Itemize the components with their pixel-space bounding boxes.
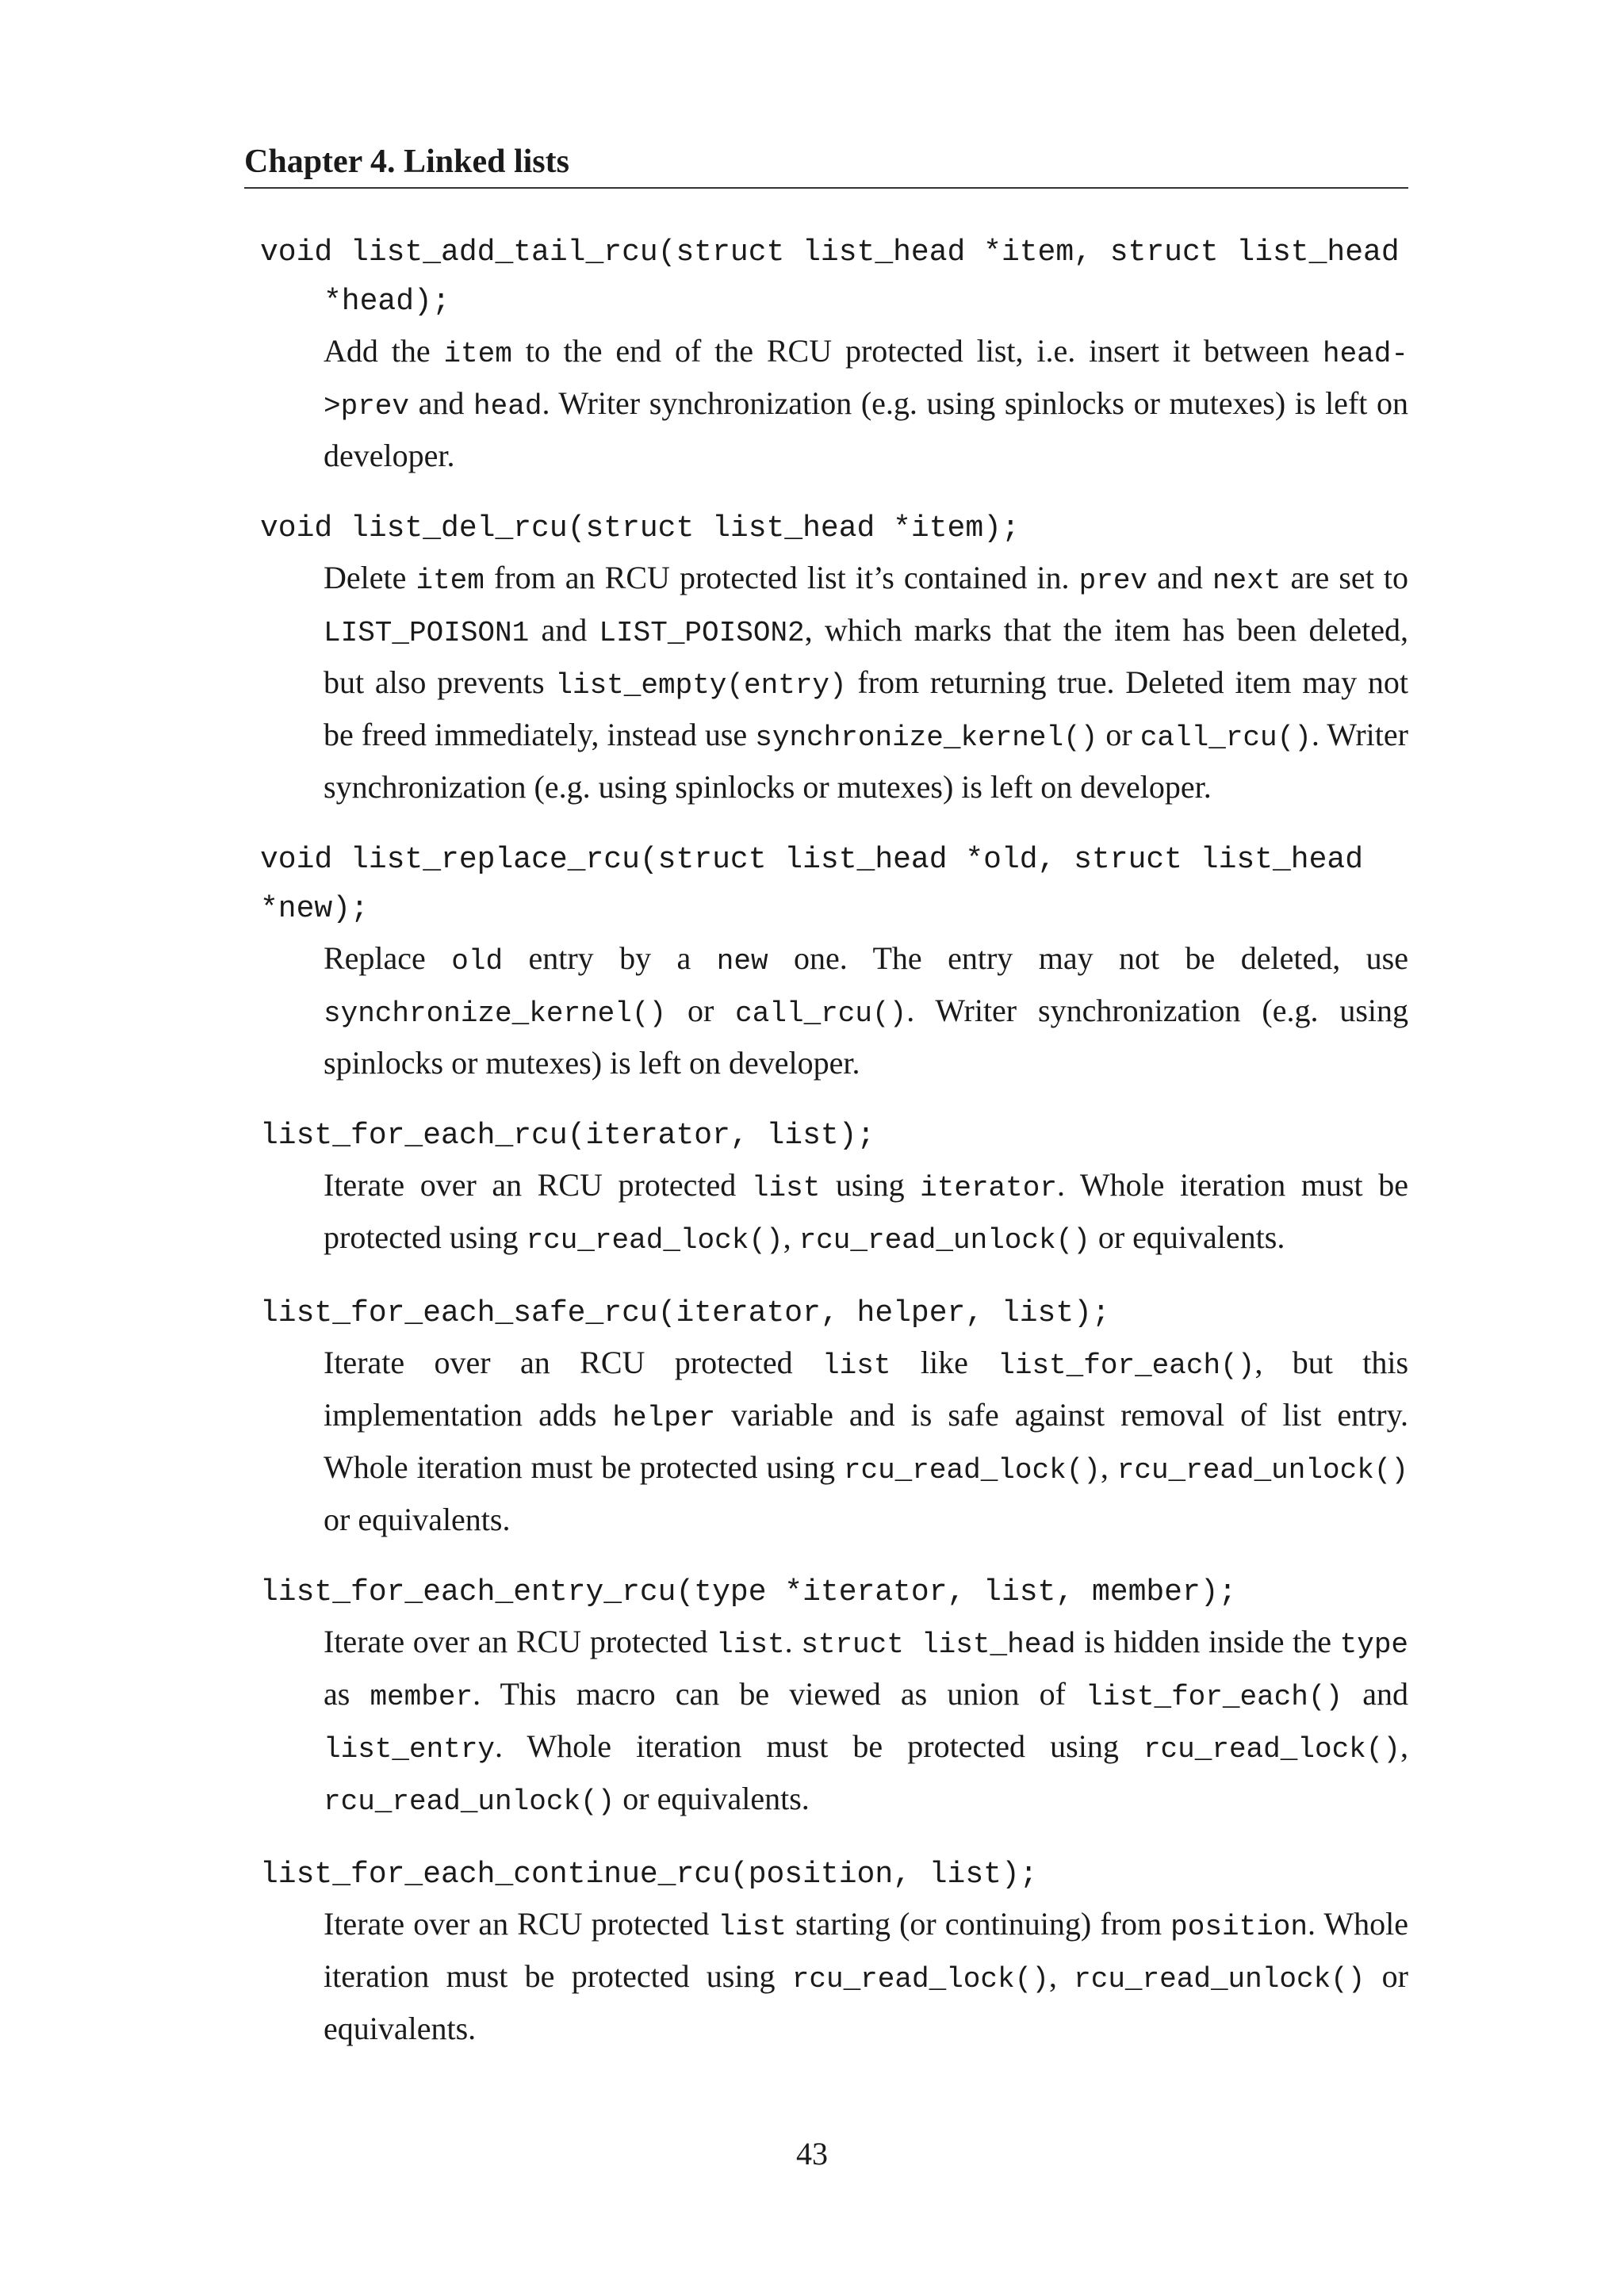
function-signature — [260, 836, 1408, 934]
signature-text: list_for_each_safe_rcu(iterator, helper, list); — [260, 1296, 1110, 1330]
inline-code: LIST_POISON1 — [324, 617, 530, 649]
description-text: , — [1100, 1449, 1117, 1485]
inline-code: item — [416, 564, 485, 597]
function-description — [260, 1900, 1408, 2053]
inline-code: call_rcu() — [1139, 721, 1312, 754]
description-text: . This macro can be viewed as union of — [473, 1676, 1086, 1712]
inline-code: old — [451, 945, 504, 978]
description-text: . Writer synchronization (e.g. using spinlocks or mutexes) is left on developer. — [324, 993, 1408, 1081]
inline-code: rcu_read_unlock() — [1116, 1454, 1409, 1487]
inline-code: list_empty(entry) — [555, 669, 847, 702]
inline-code: call_rcu() — [735, 997, 907, 1030]
function-description — [260, 1338, 1408, 1544]
function-description — [260, 553, 1408, 812]
signature-text: void list_del_rcu(struct list_head *item); — [260, 511, 1020, 545]
description-text: or equivalents. — [615, 1781, 810, 1816]
description-text: Add the — [324, 333, 444, 369]
function-description — [260, 1617, 1408, 1827]
description-text: Replace — [324, 940, 452, 976]
inline-code: head->prev — [324, 338, 1408, 423]
description-text: and — [409, 385, 474, 421]
function-signature — [260, 1850, 1408, 1900]
description-text: is hidden inside the — [1075, 1624, 1340, 1659]
api-entry-list — [260, 228, 1408, 2077]
function-signature — [260, 1112, 1408, 1161]
inline-code: list — [751, 1172, 821, 1204]
inline-code: list — [718, 1911, 787, 1943]
signature-text: list_for_each_continue_rcu(position, list); — [260, 1858, 1038, 1892]
function-signature — [260, 1289, 1408, 1338]
api-entry — [260, 1850, 1408, 2053]
api-entry — [260, 504, 1408, 812]
inline-code: head — [473, 390, 542, 423]
description-text: one. The entry may not be deleted, use — [768, 940, 1408, 976]
description-text: . Writer synchronization (e.g. using spinlocks or mutexes) is left on developer. — [324, 385, 1408, 473]
description-text: , which marks that the item has been deleted, but also prevents — [324, 612, 1408, 700]
description-text: , — [1048, 1958, 1074, 1994]
description-text: from an RCU protected list it’s contained in. — [484, 560, 1079, 595]
description-text: entry by a — [503, 940, 717, 976]
description-text: . — [784, 1624, 802, 1659]
inline-code: rcu_read_lock() — [1143, 1733, 1400, 1766]
description-text: or equivalents. — [324, 1958, 1408, 2046]
chapter-title: Chapter 4. Linked lists — [244, 144, 569, 180]
description-text: as — [324, 1676, 370, 1712]
running-header — [244, 141, 1408, 189]
inline-code: member — [370, 1681, 473, 1713]
inline-code: position — [1170, 1911, 1308, 1943]
description-text: . Writer synchronization (e.g. using spinlocks or mutexes) is left on developer. — [324, 717, 1408, 805]
description-text: or equivalents. — [1090, 1219, 1285, 1255]
description-text: like — [891, 1345, 998, 1380]
description-text: , but this implementation adds — [324, 1345, 1409, 1433]
api-entry — [260, 1289, 1408, 1544]
signature-text: list_for_each_rcu(iterator, list); — [260, 1119, 875, 1153]
description-text: starting (or continuing) from — [786, 1906, 1171, 1942]
api-entry — [260, 836, 1408, 1088]
inline-code: list_entry — [324, 1733, 496, 1766]
description-text: , — [783, 1219, 799, 1255]
inline-code: rcu_read_unlock() — [1074, 1963, 1365, 1996]
function-description — [260, 934, 1408, 1088]
inline-code: iterator — [920, 1172, 1057, 1204]
description-text: Iterate over an RCU protected — [324, 1345, 823, 1380]
inline-code: type — [1339, 1628, 1409, 1661]
description-text: from returning true. Deleted item may not be freed immediately, instead use — [324, 664, 1408, 752]
inline-code: list_for_each() — [1086, 1681, 1343, 1713]
inline-code: rcu_read_lock() — [526, 1224, 783, 1257]
signature-continuation: *head); — [324, 285, 450, 319]
inline-code: list_for_each() — [998, 1349, 1255, 1382]
description-text: Iterate over an RCU protected — [324, 1624, 717, 1659]
description-text: to the end of the RCU protected list, i.e. insert it between — [511, 333, 1323, 369]
function-description — [260, 327, 1408, 480]
api-entry — [260, 228, 1408, 480]
inline-code: rcu_read_unlock() — [324, 1785, 615, 1818]
description-text: are set to — [1281, 560, 1408, 595]
signature-text: list_for_each_entry_rcu(type *iterator, list, member); — [260, 1575, 1237, 1609]
api-entry — [260, 1112, 1408, 1265]
function-signature — [260, 504, 1408, 553]
description-text: variable and is safe against removal of list entry. Whole iteration must be protected using — [324, 1397, 1409, 1485]
inline-code: prev — [1078, 564, 1148, 597]
description-text: Iterate over an RCU protected — [324, 1167, 752, 1203]
description-text: or — [666, 993, 736, 1028]
description-text: or equivalents. — [324, 1502, 511, 1537]
inline-code: next — [1212, 564, 1281, 597]
signature-text: void list_add_tail_rcu(struct list_head *item, struct list_head — [260, 235, 1400, 270]
inline-code: LIST_POISON2 — [599, 617, 805, 649]
inline-code: item — [443, 338, 512, 370]
inline-code: struct list_head — [801, 1628, 1076, 1661]
inline-code: helper — [612, 1402, 716, 1434]
inline-code: rcu_read_lock() — [791, 1963, 1049, 1996]
description-text: Delete — [324, 560, 416, 595]
function-signature — [260, 228, 1408, 327]
description-text: . Whole iteration must be protected using — [324, 1906, 1408, 1994]
description-text: and — [1147, 560, 1212, 595]
inline-code: synchronize_kernel() — [324, 997, 667, 1030]
inline-code: new — [716, 945, 768, 978]
inline-code: rcu_read_unlock() — [799, 1224, 1090, 1257]
inline-code: list — [716, 1628, 785, 1661]
description-text: and — [529, 612, 599, 648]
description-text: . Whole iteration must be protected using — [495, 1728, 1143, 1764]
api-entry — [260, 1568, 1408, 1827]
description-text: and — [1342, 1676, 1408, 1712]
function-description — [260, 1161, 1408, 1265]
description-text: . Whole iteration must be protected using — [324, 1167, 1408, 1255]
description-text: Iterate over an RCU protected — [324, 1906, 718, 1942]
description-text: using — [820, 1167, 921, 1203]
description-text: or — [1097, 717, 1140, 752]
inline-code: synchronize_kernel() — [755, 721, 1098, 754]
inline-code: rcu_read_lock() — [843, 1454, 1101, 1487]
page-number: 43 — [796, 2136, 828, 2172]
signature-text: void list_replace_rcu(struct list_head *old, struct list_head *new); — [260, 843, 1381, 926]
inline-code: list — [822, 1349, 891, 1382]
function-signature — [260, 1568, 1408, 1617]
description-text: , — [1400, 1728, 1408, 1764]
